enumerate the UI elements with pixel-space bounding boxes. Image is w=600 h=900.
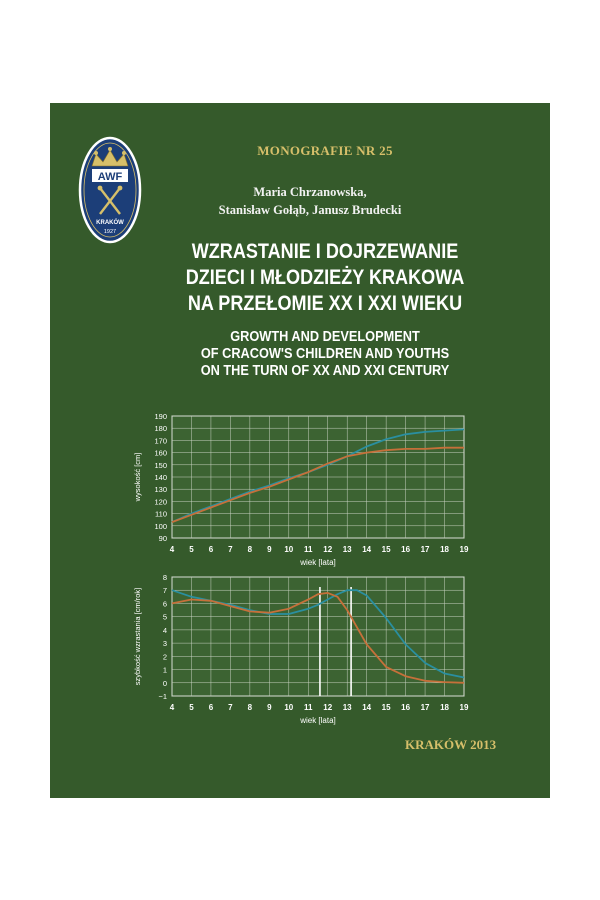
x-tick-label: 10 [284, 703, 294, 712]
height-chart [130, 408, 480, 570]
growth-velocity-chart [130, 571, 480, 731]
title-polish-line: DZIECI I MŁODZIEŻY KRAKOWA [185, 266, 465, 289]
y-tick-label: 4 [162, 625, 167, 635]
y-tick-label: 190 [154, 412, 167, 421]
x-tick-label: 17 [420, 703, 430, 712]
x-tick-label: 16 [401, 703, 411, 712]
x-axis-label: wiek [lata] [300, 558, 336, 567]
x-tick-label: 9 [267, 545, 272, 554]
x-tick-label: 18 [440, 545, 449, 554]
y-tick-label: 0 [162, 678, 167, 688]
series-title: MONOGRAFIE NR 25 [257, 143, 393, 158]
x-tick-label: 10 [284, 545, 294, 554]
x-tick-label: 5 [189, 703, 194, 712]
y-tick-label: 8 [162, 573, 167, 582]
y-tick-label: 2 [162, 652, 167, 662]
x-tick-label: 13 [342, 545, 352, 554]
x-tick-label: 18 [440, 703, 449, 712]
y-tick-label: 170 [154, 436, 167, 446]
author-line: Stanisław Gołąb, Janusz Brudecki [218, 203, 402, 217]
x-tick-label: 11 [304, 703, 313, 712]
x-tick-label: 4 [169, 545, 175, 554]
title-polish [166, 239, 484, 317]
x-tick-label: 9 [267, 703, 272, 712]
y-tick-label: 5 [162, 612, 167, 622]
x-tick-label: 17 [420, 545, 430, 554]
y-axis-label: wysokość [cm] [133, 452, 142, 502]
title-polish-line: NA PRZEŁOMIE XX I XXI WIEKU [187, 292, 463, 315]
x-tick-label: 16 [401, 545, 411, 554]
x-tick-label: 6 [208, 545, 214, 554]
x-tick-label: 5 [189, 545, 194, 554]
x-tick-label: 6 [208, 703, 214, 712]
x-tick-label: 19 [459, 545, 469, 554]
y-tick-label: 90 [158, 534, 167, 543]
x-axis-label: wiek [lata] [300, 716, 336, 725]
y-tick-label: 110 [155, 509, 167, 519]
title-polish-line: WZRASTANIE I DOJRZEWANIE [191, 240, 459, 263]
author-line: Maria Chrzanowska, [253, 185, 367, 199]
y-tick-label: 7 [162, 586, 167, 596]
x-tick-label: 15 [381, 545, 391, 554]
y-tick-label: 180 [154, 424, 167, 434]
x-tick-label: 13 [342, 703, 352, 712]
book-cover [50, 103, 550, 798]
logo-top-text: AWF [97, 171, 123, 183]
x-tick-label: 4 [169, 703, 175, 712]
y-tick-label: 6 [162, 599, 167, 609]
logo-bottom-text: KRAKÓW [96, 220, 124, 226]
y-axis-label: szybkość wzrastania [cm/rok] [133, 587, 142, 686]
y-tick-label: −1 [158, 692, 167, 701]
y-tick-label: 100 [154, 521, 167, 531]
y-tick-label: 1 [162, 665, 167, 675]
y-tick-label: 140 [154, 473, 167, 482]
logo-year-text: 1927 [103, 229, 117, 235]
authors [190, 183, 430, 219]
x-tick-label: 19 [459, 703, 469, 712]
y-tick-label: 160 [154, 448, 167, 458]
x-tick-label: 12 [323, 703, 333, 712]
y-tick-label: 120 [154, 497, 167, 507]
x-tick-label: 14 [362, 703, 372, 712]
title-english-line: GROWTH AND DEVELOPMENT [230, 329, 420, 345]
title-english [167, 329, 484, 380]
x-tick-label: 8 [247, 545, 253, 554]
y-tick-label: 150 [154, 460, 167, 470]
place-year: KRAKÓW 2013 [405, 737, 497, 752]
awf-crest-icon [78, 136, 142, 244]
x-tick-label: 7 [228, 545, 233, 554]
x-tick-label: 14 [362, 545, 372, 554]
title-english-line: OF CRACOW'S CHILDREN AND YOUTHS [200, 346, 450, 362]
x-tick-label: 11 [304, 545, 313, 554]
y-tick-label: 130 [154, 485, 167, 495]
x-tick-label: 12 [323, 545, 333, 554]
y-tick-label: 3 [162, 639, 167, 649]
title-english-line: ON THE TURN OF XX AND XXI CENTURY [200, 363, 450, 379]
x-tick-label: 8 [247, 703, 253, 712]
x-tick-label: 7 [228, 703, 233, 712]
x-tick-label: 15 [381, 703, 391, 712]
